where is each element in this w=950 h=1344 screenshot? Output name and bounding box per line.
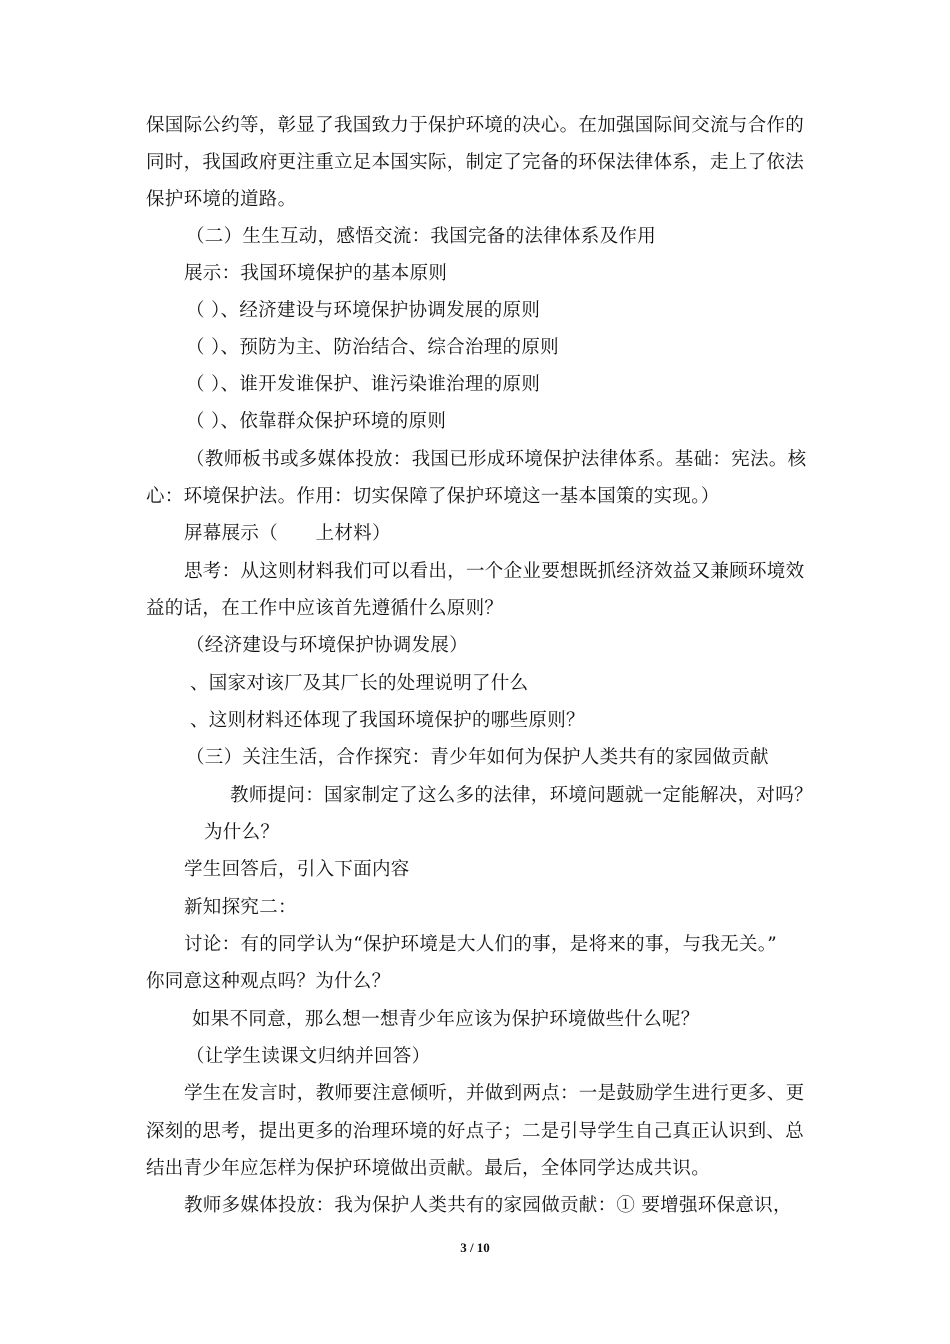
paragraph-line: 新知探究二： [184,897,297,918]
paragraph-line: 深刻的思考，提出更多的治理环境的好点子；二是引导学生自己真正认识到、总 [146,1121,805,1142]
paragraph-line: 结出青少年应怎样为保护环境做出贡献。最后，全体同学达成共识。 [146,1158,711,1179]
section-heading: （三）关注生活，合作探究：青少年如何为保护人类共有的家园做贡献 [186,747,769,768]
paragraph-line: 同时，我国政府更注重立足本国实际，制定了完备的环保法律体系，走上了依法 [146,152,805,173]
principle-item: （ ）、经济建设与环境保护协调发展的原则 [186,300,541,321]
paragraph-line: 学生在发言时，教师要注意倾听，并做到两点：一是鼓励学生进行更多、更 [184,1083,805,1104]
principle-item: （ ）、谁开发谁保护、谁污染谁治理的原则 [186,374,541,395]
paragraph-line: 、国家对该厂及其厂长的处理说明了什么 [190,673,529,694]
paragraph-line: 展示：我国环境保护的基本原则 [184,263,448,284]
paragraph-line: 教师提问：国家制定了这么多的法律，环境问题就一定能解决，对吗？ [230,785,813,806]
paragraph-line: （经济建设与环境保护协调发展） [186,635,469,656]
paragraph-line: 屏幕展示（ 上材料） [184,523,391,544]
paragraph-line: 保护环境的道路。 [146,189,297,210]
paragraph-line: 教师多媒体投放：我为保护人类共有的家园做贡献：① 要增强环保意识， [184,1195,792,1216]
paragraph-line: 心：环境保护法。作用：切实保障了保护环境这一基本国策的实现。） [146,486,720,507]
paragraph-line: 保国际公约等，彰显了我国致力于保护环境的决心。在加强国际间交流与合作的 [146,115,805,136]
paragraph-line: 思考：从这则材料我们可以看出，一个企业要想既抓经济效益又兼顾环境效 [184,561,805,582]
principle-item: （ ）、依靠群众保护环境的原则 [186,411,447,432]
section-heading: （二）生生互动，感悟交流：我国完备的法律体系及作用 [186,226,657,247]
paragraph-line: 学生回答后，引入下面内容 [184,859,410,880]
paragraph-line: 、这则材料还体现了我国环境保护的哪些原则？ [190,710,585,731]
paragraph-line: 益的话，在工作中应该首先遵循什么原则？ [146,598,504,619]
paragraph-line: （教师板书或多媒体投放：我国已形成环境保护法律体系。基础：宪法。核 [186,449,807,470]
paragraph-line: （让学生读课文归纳并回答） [186,1046,431,1067]
paragraph-line: 为什么？ [204,822,280,843]
paragraph-line: 如果不同意，那么想一想青少年应该为保护环境做些什么呢？ [192,1009,700,1030]
paragraph-line: 你同意这种观点吗？为什么？ [146,971,391,992]
page-number: 3 / 10 [460,1240,490,1255]
paragraph-line: 讨论：有的同学认为“保护环境是大人们的事，是将来的事，与我无关。” [184,934,778,955]
principle-item: （ ）、预防为主、防治结合、综合治理的原则 [186,337,559,358]
